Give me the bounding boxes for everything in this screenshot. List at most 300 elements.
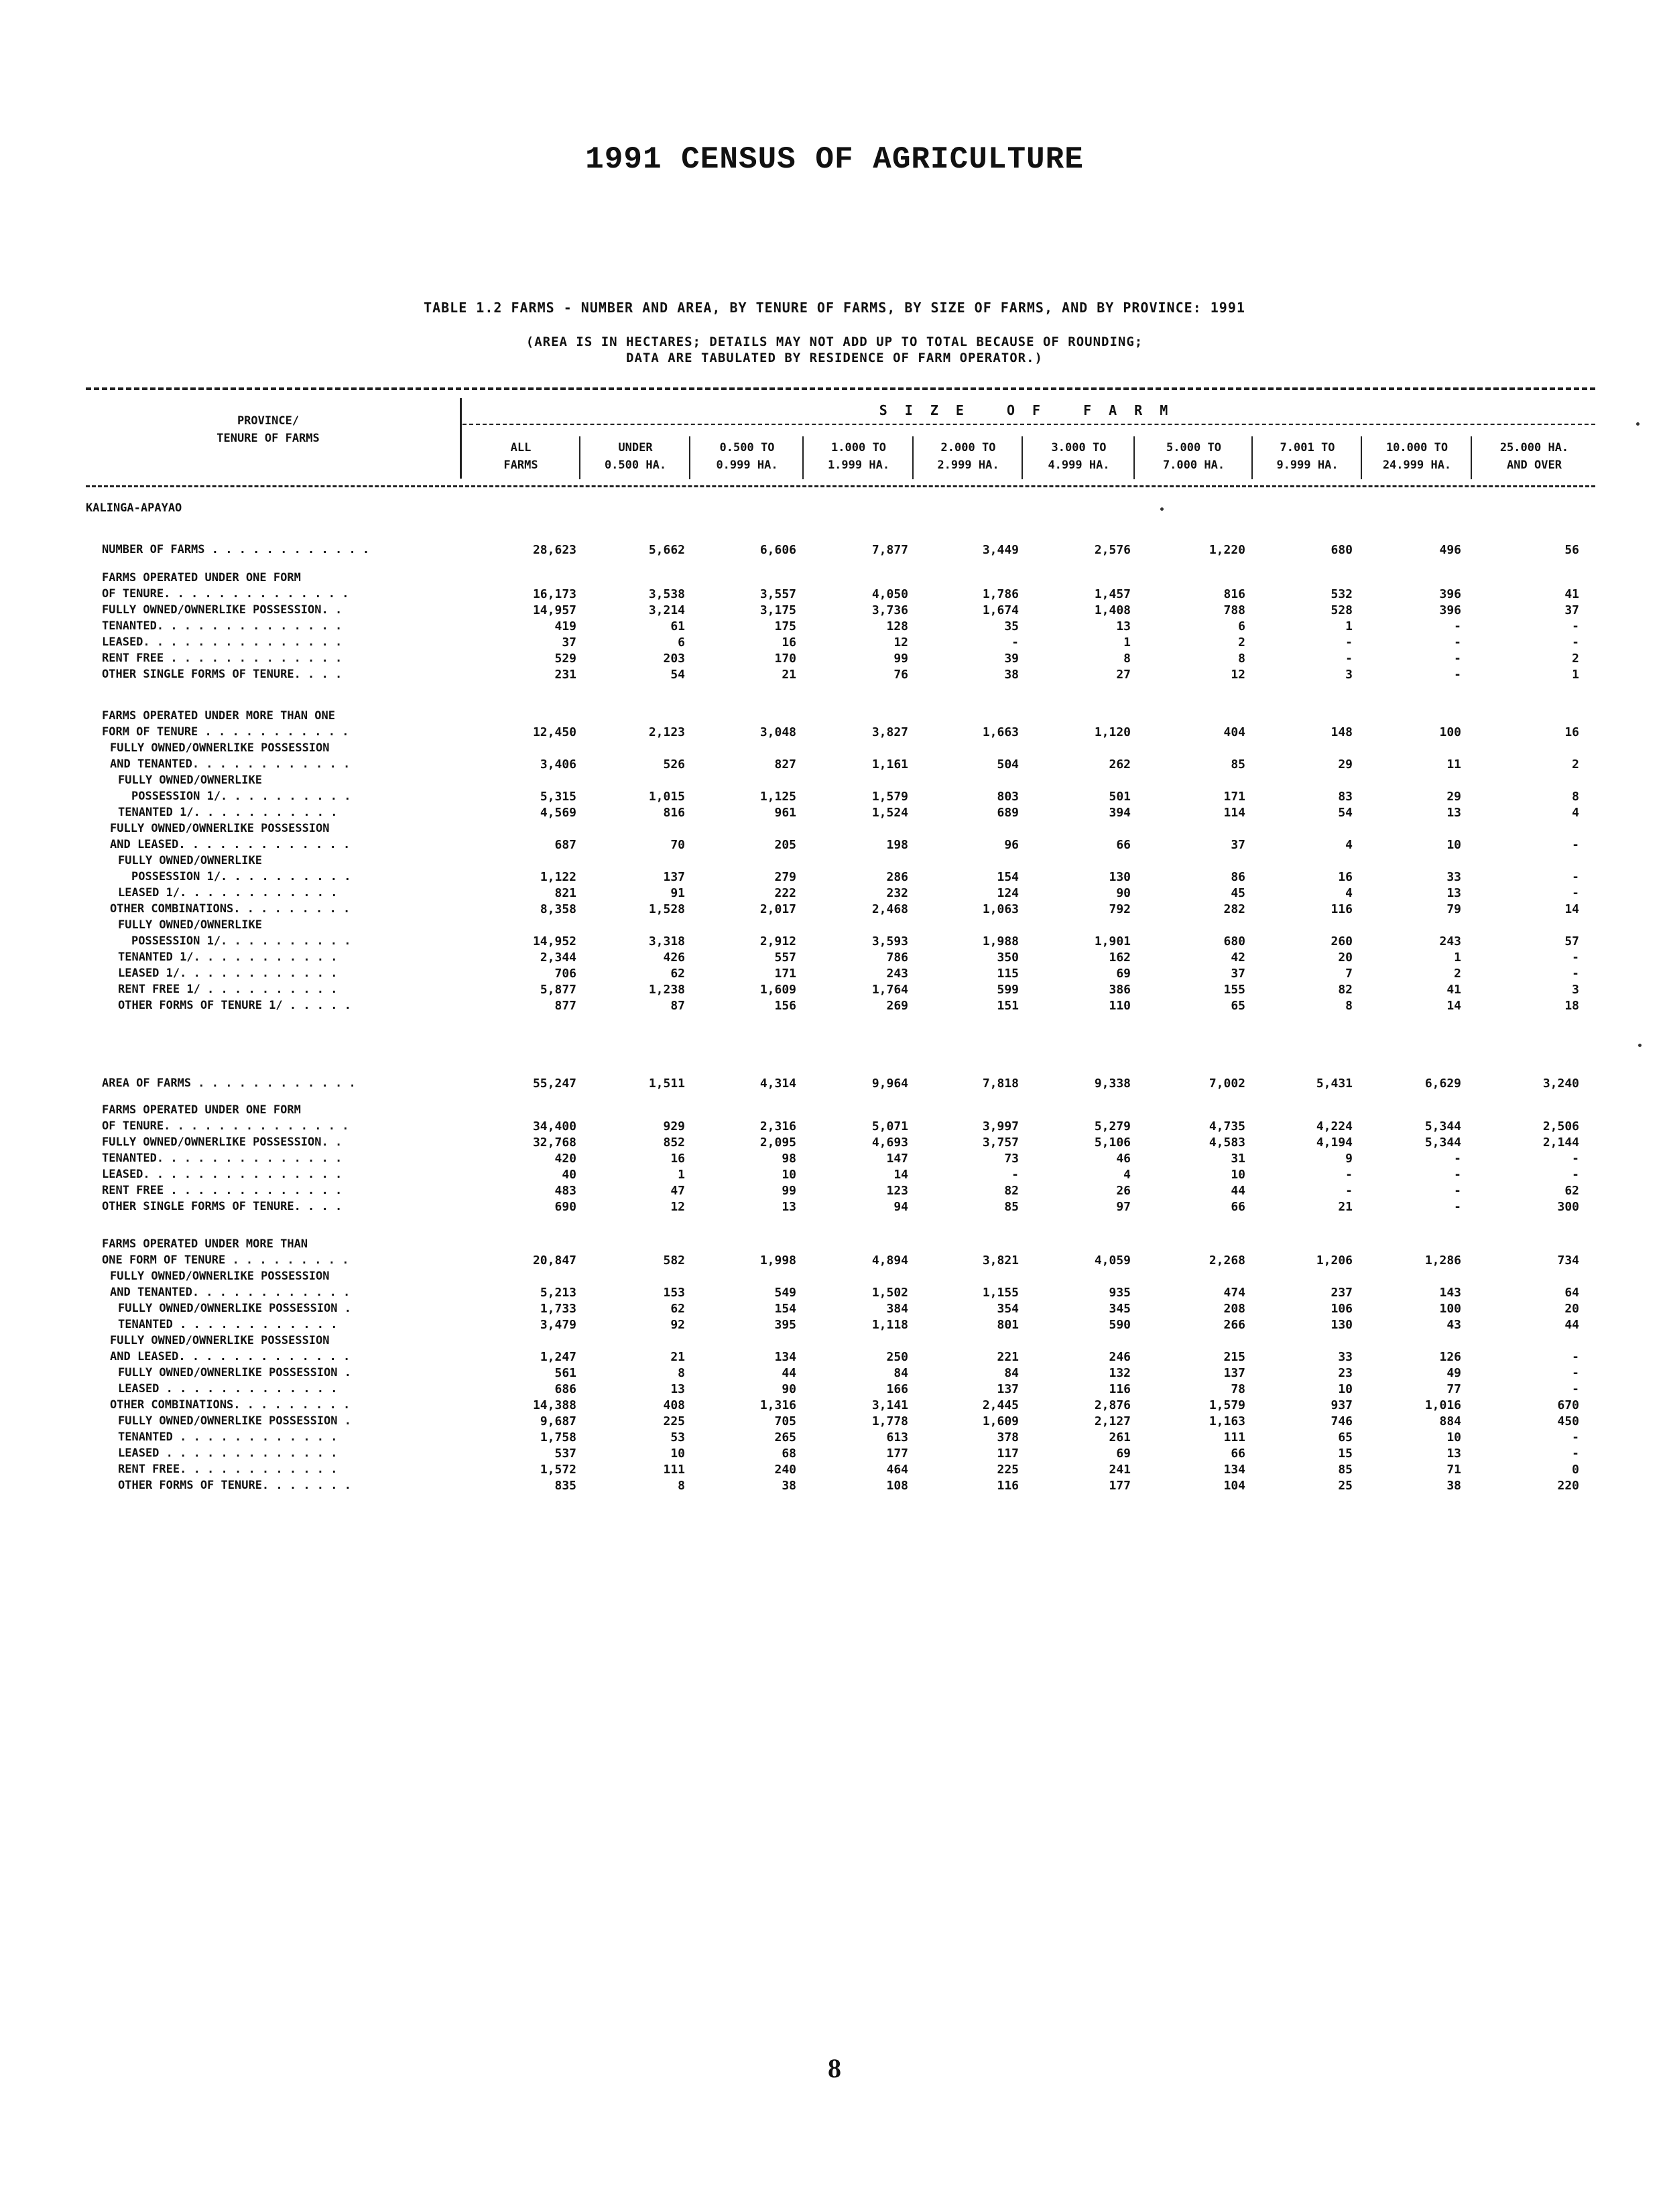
table-cell: 56 — [1564, 543, 1579, 557]
table-cell: 69 — [1116, 1447, 1131, 1461]
table-cell: 77 — [1446, 1382, 1461, 1396]
column-header-line-1: 7.001 TO — [1280, 441, 1335, 454]
column-header — [1022, 436, 1133, 479]
table-cell: 14,952 — [532, 934, 576, 948]
table-cell: 3,538 — [648, 587, 685, 601]
table-cell: 128 — [886, 619, 908, 633]
column-header — [1251, 436, 1361, 479]
table-cell: 225 — [663, 1414, 685, 1428]
row-label: AND TENANTED. . . . . . . . . . . . — [110, 1286, 351, 1299]
table-cell: 3,318 — [648, 934, 685, 948]
row-label: FULLY OWNED/OWNERLIKE POSSESSION . — [118, 1414, 351, 1428]
column-header — [579, 436, 689, 479]
row-label: LEASED. . . . . . . . . . . . . . . — [102, 635, 343, 649]
column-header-line-1: 25.000 HA. — [1499, 441, 1569, 454]
table-cell: 175 — [774, 619, 796, 633]
table-cell: 37 — [1231, 838, 1245, 852]
table-cell: 70 — [670, 838, 685, 852]
table-cell: 9,687 — [540, 1414, 576, 1428]
table-cell: 134 — [1223, 1463, 1245, 1477]
table-cell: 54 — [670, 668, 685, 682]
table-cell: 203 — [663, 652, 685, 666]
table-cell: 464 — [886, 1463, 908, 1477]
table-cell: 16 — [1338, 870, 1353, 884]
table-cell: 2,344 — [540, 950, 576, 965]
table-cell: 529 — [554, 652, 576, 666]
table-cell: 590 — [1109, 1318, 1131, 1332]
table-cell: 260 — [1331, 934, 1353, 948]
table-cell: 706 — [554, 967, 576, 981]
table-cell: 130 — [1109, 870, 1131, 884]
row-label: OTHER FORMS OF TENURE 1/ . . . . . — [118, 999, 351, 1012]
table-cell: 44 — [782, 1366, 796, 1380]
table-cell: 2 — [1572, 652, 1579, 666]
table-cell: - — [1454, 1168, 1461, 1182]
table-cell: 504 — [997, 757, 1019, 772]
table-cell: 816 — [663, 806, 685, 820]
table-cell: 786 — [886, 950, 908, 965]
table-cell: 1 — [678, 1168, 685, 1182]
table-row — [0, 1077, 1669, 1097]
table-cell: 2,095 — [759, 1135, 796, 1150]
table-cell: 1,663 — [982, 725, 1019, 739]
table-cell: 4 — [1345, 886, 1353, 900]
table-cell: 1,125 — [759, 790, 796, 804]
row-label: FULLY OWNED/OWNERLIKE POSSESSION — [110, 822, 330, 835]
table-cell: 1,155 — [982, 1286, 1019, 1300]
row-label: RENT FREE 1/ . . . . . . . . . . — [118, 983, 338, 996]
table-cell: 801 — [997, 1318, 1019, 1332]
table-cell: 2,123 — [648, 725, 685, 739]
table-cell: 100 — [1439, 725, 1461, 739]
table-cell: 599 — [997, 983, 1019, 997]
table-cell: 1,524 — [871, 806, 908, 820]
table-cell: 4 — [1345, 838, 1353, 852]
column-header-line-1: 2.000 TO — [940, 441, 996, 454]
table-cell: 104 — [1223, 1479, 1245, 1493]
table-cell: 13 — [1446, 886, 1461, 900]
column-header-label — [916, 439, 1020, 474]
table-cell: 3,997 — [982, 1119, 1019, 1133]
table-cell: 1,016 — [1424, 1398, 1461, 1412]
table-cell: 8 — [1345, 999, 1353, 1013]
column-header-label — [1026, 439, 1132, 474]
table-cell: 243 — [1439, 934, 1461, 948]
table-cell: 2 — [1454, 967, 1461, 981]
page-number: 8 — [828, 2053, 841, 2083]
table-cell: 14 — [1564, 902, 1579, 916]
table-cell: 788 — [1223, 603, 1245, 617]
table-cell: 82 — [1004, 1184, 1019, 1198]
table-cell: 98 — [782, 1152, 796, 1166]
table-cell: 1,247 — [540, 1350, 576, 1364]
table-cell: 94 — [893, 1200, 908, 1214]
table-cell: 208 — [1223, 1302, 1245, 1316]
table-cell: 221 — [997, 1350, 1019, 1364]
table-cell: 62 — [670, 1302, 685, 1316]
table-cell: 106 — [1331, 1302, 1353, 1316]
table-cell: 154 — [997, 870, 1019, 884]
row-label: TENANTED. . . . . . . . . . . . . . — [102, 619, 343, 633]
row-label: POSSESSION 1/. . . . . . . . . . — [131, 870, 351, 883]
column-header — [1361, 436, 1471, 479]
table-cell: 40 — [562, 1168, 576, 1182]
table-cell: 41 — [1564, 587, 1579, 601]
table-cell: 282 — [1223, 902, 1245, 916]
row-label: FARMS OPERATED UNDER ONE FORM — [102, 571, 301, 585]
table-cell: 7,002 — [1209, 1077, 1245, 1091]
table-cell: 5,877 — [540, 983, 576, 997]
row-label: OF TENURE. . . . . . . . . . . . . . — [102, 1119, 349, 1133]
table-cell: 2,468 — [871, 902, 908, 916]
table-cell: 198 — [886, 838, 908, 852]
table-cell: - — [1011, 635, 1019, 650]
column-header — [912, 436, 1022, 479]
table-cell: 137 — [997, 1382, 1019, 1396]
row-label: TENANTED 1/. . . . . . . . . . . — [118, 806, 338, 819]
column-separator — [912, 436, 914, 479]
row-label: OTHER FORMS OF TENURE. . . . . . . — [118, 1479, 351, 1492]
table-cell: 96 — [1004, 838, 1019, 852]
table-cell: 4 — [1123, 1168, 1131, 1182]
table-cell: 705 — [774, 1414, 796, 1428]
table-cell: 0 — [1572, 1463, 1579, 1477]
table-cell: 154 — [774, 1302, 796, 1316]
table-cell: 126 — [1439, 1350, 1461, 1364]
table-cell: 10 — [1446, 838, 1461, 852]
table-cell: 237 — [1331, 1286, 1353, 1300]
table-cell: - — [1572, 1366, 1579, 1380]
table-cell: 3,449 — [982, 543, 1019, 557]
table-cell: 16 — [670, 1152, 685, 1166]
row-label: ONE FORM OF TENURE . . . . . . . . . — [102, 1253, 349, 1267]
table-cell: 13 — [1116, 619, 1131, 633]
table-cell: 680 — [1331, 543, 1353, 557]
table-cell: 1,220 — [1209, 543, 1245, 557]
table-cell: 1,764 — [871, 983, 908, 997]
table-cell: 1,118 — [871, 1318, 908, 1332]
table-cell: 395 — [774, 1318, 796, 1332]
table-cell: 28,623 — [532, 543, 576, 557]
column-header-line-1: ALL — [510, 441, 532, 454]
table-cell: 266 — [1223, 1318, 1245, 1332]
table-cell: 686 — [554, 1382, 576, 1396]
table-cell: 215 — [1223, 1350, 1245, 1364]
table-cell: 10 — [1446, 1430, 1461, 1445]
table-cell: 670 — [1557, 1398, 1579, 1412]
table-cell: 166 — [886, 1382, 908, 1396]
table-cell: 148 — [1331, 725, 1353, 739]
table-cell: 1,998 — [759, 1253, 796, 1268]
table-cell: - — [1572, 967, 1579, 981]
table-cell: 884 — [1439, 1414, 1461, 1428]
table-cell: - — [1572, 1447, 1579, 1461]
table-cell: - — [1345, 1184, 1353, 1198]
table-cell: 3,214 — [648, 603, 685, 617]
row-label: LEASED . . . . . . . . . . . . . — [118, 1447, 338, 1460]
table-cell: 3,827 — [871, 725, 908, 739]
table-cell: 117 — [997, 1447, 1019, 1461]
table-cell: 92 — [670, 1318, 685, 1332]
stub-header — [87, 412, 449, 447]
table-cell: 1,572 — [540, 1463, 576, 1477]
table-cell: 5,213 — [540, 1286, 576, 1300]
table-cell: - — [1572, 1382, 1579, 1396]
table-cell: 1,122 — [540, 870, 576, 884]
table-cell: 153 — [663, 1286, 685, 1300]
table-cell: 100 — [1439, 1302, 1461, 1316]
table-cell: 64 — [1564, 1286, 1579, 1300]
row-label: FULLY OWNED/OWNERLIKE POSSESSION — [110, 741, 330, 755]
table-cell: 130 — [1331, 1318, 1353, 1332]
column-separator — [1471, 436, 1472, 479]
column-header-label — [1137, 439, 1250, 474]
row-label: FULLY OWNED/OWNERLIKE — [118, 918, 262, 932]
table-cell: 15 — [1338, 1447, 1353, 1461]
table-cell: 8 — [1123, 652, 1131, 666]
table-cell: 746 — [1331, 1414, 1353, 1428]
table-cell: 134 — [774, 1350, 796, 1364]
table-cell: 532 — [1331, 587, 1353, 601]
table-cell: 38 — [1446, 1479, 1461, 1493]
row-label: OTHER SINGLE FORMS OF TENURE. . . . — [102, 668, 343, 681]
table-cell: 561 — [554, 1366, 576, 1380]
table-cell: 8 — [1238, 652, 1245, 666]
page-title: 1991 CENSUS OF AGRICULTURE — [585, 142, 1084, 177]
table-cell: 84 — [1004, 1366, 1019, 1380]
column-header-label — [693, 439, 801, 474]
table-cell: 345 — [1109, 1302, 1131, 1316]
table-cell: 27 — [1116, 668, 1131, 682]
column-separator — [1022, 436, 1023, 479]
table-title: TABLE 1.2 FARMS - NUMBER AND AREA, BY TENURE OF FARMS, BY SIZE OF FARMS, AND BY PROVINCE: 1991 — [424, 300, 1245, 316]
table-cell: 170 — [774, 652, 796, 666]
table-cell: 241 — [1109, 1463, 1131, 1477]
table-cell: 582 — [663, 1253, 685, 1268]
column-header-label — [583, 439, 688, 474]
table-cell: 11 — [1446, 757, 1461, 772]
column-header-line-2: 2.999 HA. — [937, 458, 999, 472]
table-cell: 111 — [663, 1463, 685, 1477]
table-cell: 835 — [554, 1479, 576, 1493]
table-cell: 115 — [997, 967, 1019, 981]
table-cell: 171 — [1223, 790, 1245, 804]
table-cell: 2 — [1572, 757, 1579, 772]
table-cell: 5,344 — [1424, 1119, 1461, 1133]
table-cell: 1,778 — [871, 1414, 908, 1428]
table-cell: 501 — [1109, 790, 1131, 804]
row-label: OTHER COMBINATIONS. . . . . . . . . — [110, 902, 351, 916]
table-cell: 37 — [562, 635, 576, 650]
table-cell: 250 — [886, 1350, 908, 1364]
table-cell: 1,579 — [871, 790, 908, 804]
table-cell: - — [1454, 1184, 1461, 1198]
table-cell: 82 — [1338, 983, 1353, 997]
table-cell: 87 — [670, 999, 685, 1013]
size-of-farm-heading: SIZE OF FARM — [879, 402, 1186, 418]
table-cell: 420 — [554, 1152, 576, 1166]
table-cell: 114 — [1223, 806, 1245, 820]
table-cell: 33 — [1338, 1350, 1353, 1364]
table-cell: 240 — [774, 1463, 796, 1477]
table-cell: 2,506 — [1542, 1119, 1579, 1133]
row-label: TENANTED. . . . . . . . . . . . . . — [102, 1152, 343, 1165]
table-cell: 62 — [670, 967, 685, 981]
table-cell: 408 — [663, 1398, 685, 1412]
table-cell: 1,206 — [1316, 1253, 1353, 1268]
table-cell: - — [1454, 1152, 1461, 1166]
column-separator — [1361, 436, 1362, 479]
table-cell: 3,479 — [540, 1318, 576, 1332]
row-label: LEASED 1/. . . . . . . . . . . . — [118, 967, 338, 980]
table-cell: 396 — [1439, 587, 1461, 601]
table-cell: 474 — [1223, 1286, 1245, 1300]
table-cell: 55,247 — [532, 1077, 576, 1091]
table-cell: 2 — [1238, 635, 1245, 650]
table-cell: 354 — [997, 1302, 1019, 1316]
table-cell: 5,315 — [540, 790, 576, 804]
column-header-line-2: 4.999 HA. — [1048, 458, 1110, 472]
table-cell: 33 — [1446, 870, 1461, 884]
table-cell: 156 — [774, 999, 796, 1013]
table-cell: 2,144 — [1542, 1135, 1579, 1150]
table-cell: 132 — [1109, 1366, 1131, 1380]
row-label: FULLY OWNED/OWNERLIKE POSSESSION. . — [102, 603, 343, 617]
table-cell: 45 — [1231, 886, 1245, 900]
row-label: RENT FREE. . . . . . . . . . . . — [118, 1463, 338, 1476]
row-label: FARMS OPERATED UNDER ONE FORM — [102, 1103, 301, 1117]
table-cell: - — [1572, 619, 1579, 633]
table-cell: 680 — [1223, 934, 1245, 948]
table-cell: 110 — [1109, 999, 1131, 1013]
table-cell: 91 — [670, 886, 685, 900]
table-cell: 3,406 — [540, 757, 576, 772]
column-header-line-1: 10.000 TO — [1385, 441, 1448, 454]
table-row — [0, 1200, 1669, 1220]
table-cell: 1,063 — [982, 902, 1019, 916]
table-cell: 1,316 — [759, 1398, 796, 1412]
table-cell: 404 — [1223, 725, 1245, 739]
row-label: POSSESSION 1/. . . . . . . . . . — [131, 934, 351, 948]
table-cell: 29 — [1446, 790, 1461, 804]
row-label: POSSESSION 1/. . . . . . . . . . — [131, 790, 351, 803]
table-cell: 265 — [774, 1430, 796, 1445]
table-cell: 384 — [886, 1302, 908, 1316]
table-cell: 929 — [663, 1119, 685, 1133]
row-label: FULLY OWNED/OWNERLIKE POSSESSION — [110, 1270, 330, 1283]
table-cell: 39 — [1004, 652, 1019, 666]
table-cell: 2,912 — [759, 934, 796, 948]
table-cell: 1,901 — [1094, 934, 1131, 948]
column-header-label — [464, 439, 578, 474]
scan-dot — [1636, 422, 1640, 426]
table-cell: 1,120 — [1094, 725, 1131, 739]
table-cell: 426 — [663, 950, 685, 965]
table-cell: 1,758 — [540, 1430, 576, 1445]
row-label: LEASED. . . . . . . . . . . . . . . — [102, 1168, 343, 1181]
table-cell: - — [1454, 619, 1461, 633]
table-cell: 300 — [1557, 1200, 1579, 1214]
table-cell: 16,173 — [532, 587, 576, 601]
table-cell: 62 — [1564, 1184, 1579, 1198]
table-cell: 557 — [774, 950, 796, 965]
table-cell: 937 — [1331, 1398, 1353, 1412]
table-cell: 85 — [1004, 1200, 1019, 1214]
column-header-line-2: FARMS — [503, 458, 538, 472]
table-cell: 396 — [1439, 603, 1461, 617]
table-cell: 243 — [886, 967, 908, 981]
table-cell: 821 — [554, 886, 576, 900]
table-cell: 65 — [1338, 1430, 1353, 1445]
table-cell: 23 — [1338, 1366, 1353, 1380]
table-cell: 14 — [1446, 999, 1461, 1013]
table-cell: 16 — [1564, 725, 1579, 739]
column-header — [689, 436, 802, 479]
row-label: FARMS OPERATED UNDER MORE THAN ONE — [102, 709, 335, 723]
table-cell: - — [1572, 1168, 1579, 1182]
table-cell: 205 — [774, 838, 796, 852]
table-cell: 111 — [1223, 1430, 1245, 1445]
table-cell: 84 — [893, 1366, 908, 1380]
table-cell: 3,736 — [871, 603, 908, 617]
table-cell: 3,141 — [871, 1398, 908, 1412]
table-cell: 37 — [1564, 603, 1579, 617]
table-cell: - — [1572, 635, 1579, 650]
table-cell: 78 — [1231, 1382, 1245, 1396]
column-header-line-1: 5.000 TO — [1166, 441, 1221, 454]
table-cell: 29 — [1338, 757, 1353, 772]
table-cell: 2,127 — [1094, 1414, 1131, 1428]
table-cell: - — [1345, 1168, 1353, 1182]
table-cell: 68 — [782, 1447, 796, 1461]
table-cell: 1,238 — [648, 983, 685, 997]
row-label: FULLY OWNED/OWNERLIKE POSSESSION. . — [102, 1135, 343, 1149]
table-cell: 71 — [1446, 1463, 1461, 1477]
scan-dot — [1638, 1044, 1642, 1047]
table-cell: 2,576 — [1094, 543, 1131, 557]
table-cell: 5,106 — [1094, 1135, 1131, 1150]
column-header-label — [1255, 439, 1359, 474]
table-note-line-2: DATA ARE TABULATED BY RESIDENCE OF FARM OPERATOR.) — [626, 351, 1043, 365]
table-cell: 687 — [554, 838, 576, 852]
table-cell: 4,583 — [1209, 1135, 1245, 1150]
table-cell: 49 — [1446, 1366, 1461, 1380]
table-cell: 877 — [554, 999, 576, 1013]
table-cell: 2,268 — [1209, 1253, 1245, 1268]
table-cell: 12 — [670, 1200, 685, 1214]
row-label: FULLY OWNED/OWNERLIKE POSSESSION . — [118, 1302, 351, 1315]
table-cell: - — [1454, 1200, 1461, 1214]
table-cell: 262 — [1109, 757, 1131, 772]
table-cell: 76 — [893, 668, 908, 682]
table-cell: 7,818 — [982, 1077, 1019, 1091]
table-cell: 537 — [554, 1447, 576, 1461]
table-cell: 4,693 — [871, 1135, 908, 1150]
table-cell: 20,847 — [532, 1253, 576, 1268]
table-cell: 450 — [1557, 1414, 1579, 1428]
table-cell: 4,059 — [1094, 1253, 1131, 1268]
table-cell: 10 — [1231, 1168, 1245, 1182]
table-cell: 803 — [997, 790, 1019, 804]
table-cell: 37 — [1231, 967, 1245, 981]
table-cell: 1,161 — [871, 757, 908, 772]
table-cell: 177 — [886, 1447, 908, 1461]
row-label: OTHER COMBINATIONS. . . . . . . . . — [110, 1398, 351, 1412]
table-cell: 1,015 — [648, 790, 685, 804]
table-header-bottom-rule — [86, 485, 1595, 487]
table-cell: 5,431 — [1316, 1077, 1353, 1091]
row-label: OTHER SINGLE FORMS OF TENURE. . . . — [102, 1200, 343, 1213]
